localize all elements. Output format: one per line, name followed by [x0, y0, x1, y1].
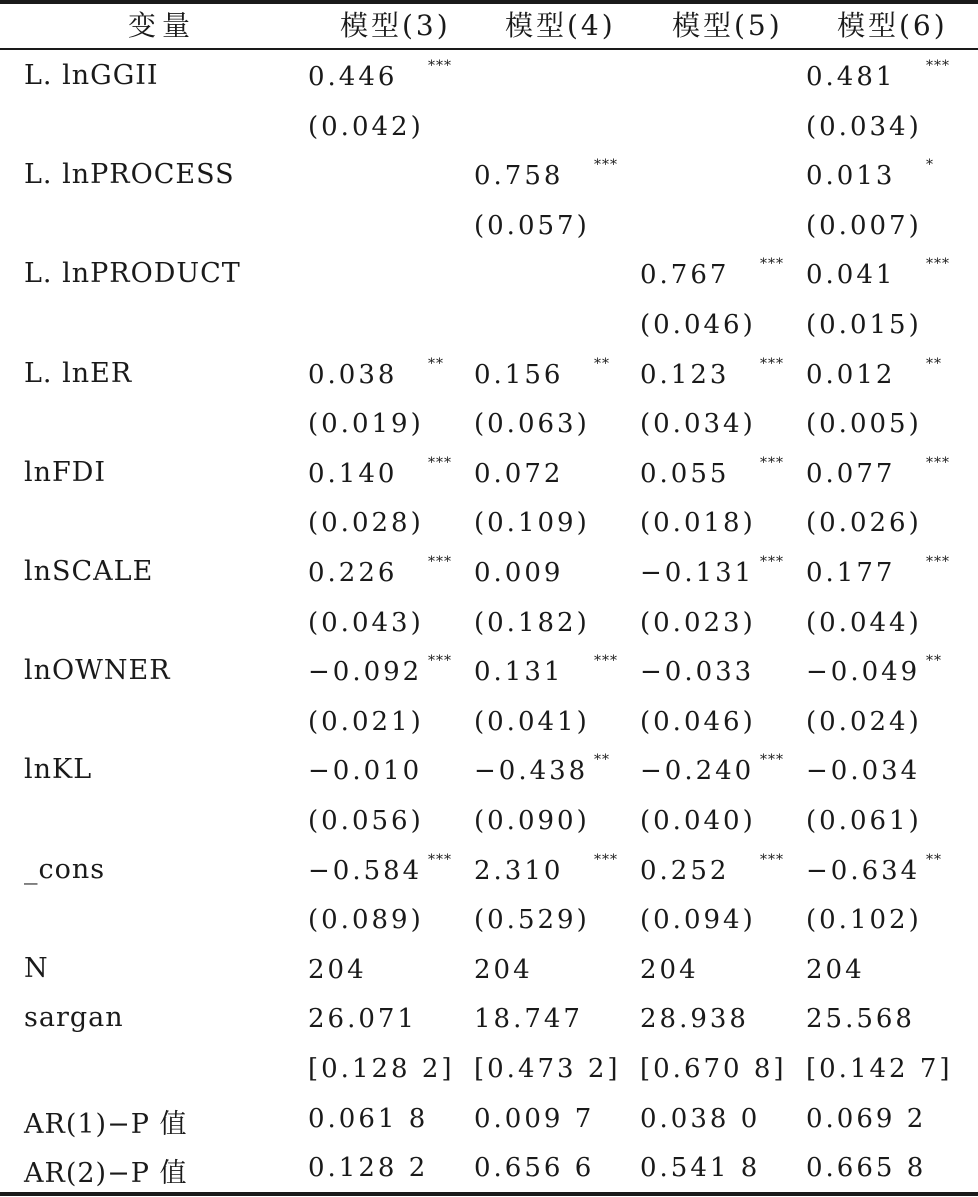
significance-stars: * — [926, 157, 934, 174]
cell-value: 0.077 — [806, 458, 896, 489]
row-label: N — [24, 952, 49, 984]
table-row — [0, 848, 978, 898]
cell-value: (0.007) — [806, 210, 922, 241]
cell-value: 0.128 2 — [308, 1153, 429, 1184]
cell-value: (0.044) — [806, 607, 922, 638]
cell-value: 28.938 — [640, 1004, 749, 1035]
cell-value: −0.634 — [806, 855, 921, 886]
cell-value: (0.094) — [640, 905, 756, 936]
significance-stars: *** — [594, 653, 618, 670]
significance-stars: ** — [926, 355, 942, 372]
table-row — [0, 203, 978, 253]
cell-value: (0.182) — [474, 607, 590, 638]
cell-value: 2.310 — [474, 855, 564, 886]
significance-stars: ** — [594, 752, 610, 769]
cell-value: −0.092 — [308, 657, 423, 688]
table-row — [0, 649, 978, 699]
cell-value: [0.128 2] — [308, 1054, 455, 1084]
cell-value: 0.656 6 — [474, 1153, 595, 1184]
cell-value: (0.043) — [308, 607, 424, 638]
significance-stars: *** — [926, 554, 950, 570]
cell-value: 204 — [640, 954, 699, 985]
table-row — [0, 897, 978, 947]
cell-value: (0.063) — [474, 409, 590, 440]
cell-value: −0.034 — [806, 756, 921, 787]
cell-value: (0.034) — [640, 409, 756, 440]
cell-value: (0.046) — [640, 706, 756, 737]
cell-value: −0.131 — [640, 558, 755, 588]
table-row — [0, 600, 978, 650]
cell-value: (0.019) — [308, 409, 424, 440]
cell-value: (0.021) — [308, 706, 424, 737]
table-row — [0, 401, 978, 451]
table-row — [0, 153, 978, 203]
significance-stars: ** — [926, 851, 942, 868]
significance-stars: *** — [428, 58, 452, 74]
table-row — [0, 1046, 978, 1096]
header-rule — [0, 48, 978, 50]
row-label: L. lnER — [24, 357, 133, 389]
cell-value: 0.131 — [474, 657, 564, 688]
table-row — [0, 996, 978, 1046]
cell-value: (0.090) — [474, 806, 590, 836]
significance-stars: *** — [428, 653, 452, 670]
cell-value: (0.102) — [806, 905, 922, 936]
cell-value: 0.069 2 — [806, 1103, 927, 1134]
cell-value: 0.541 8 — [640, 1153, 761, 1184]
cell-value: 0.055 — [640, 458, 730, 489]
cell-value: −0.438 — [474, 756, 589, 787]
significance-stars: *** — [760, 256, 784, 273]
cell-value: 0.012 — [806, 359, 896, 390]
table-row — [0, 500, 978, 550]
cell-value: −0.049 — [806, 657, 921, 688]
cell-value: 0.665 8 — [806, 1153, 927, 1184]
table-row — [0, 352, 978, 402]
row-label: L. lnPRODUCT — [24, 258, 241, 290]
cell-value: (0.057) — [474, 210, 590, 241]
cell-value: (0.023) — [640, 607, 756, 638]
row-label: _cons — [24, 853, 106, 885]
cell-value: 0.013 — [806, 161, 896, 192]
significance-stars: *** — [428, 851, 452, 868]
cell-value: (0.034) — [806, 111, 922, 142]
cell-value: 18.747 — [474, 1004, 583, 1035]
row-label: sargan — [24, 1002, 124, 1034]
row-label: lnOWNER — [24, 655, 171, 687]
cell-value: 0.446 — [308, 62, 398, 92]
table-row — [0, 54, 978, 104]
bottom-rule — [0, 1192, 978, 1196]
cell-value: 0.481 — [806, 62, 896, 92]
cell-value: (0.061) — [806, 806, 922, 836]
cell-value: (0.046) — [640, 310, 756, 340]
row-label: lnKL — [24, 754, 93, 786]
cell-value: 25.568 — [806, 1004, 915, 1035]
significance-stars: *** — [760, 851, 784, 868]
significance-stars: *** — [428, 454, 452, 471]
row-label: lnFDI — [24, 456, 107, 488]
row-label: L. lnGGII — [24, 60, 159, 91]
top-rule — [0, 0, 978, 4]
cell-value: (0.041) — [474, 706, 590, 737]
cell-value: (0.056) — [308, 806, 424, 836]
cell-value: (0.015) — [806, 310, 922, 340]
cell-value: (0.040) — [640, 806, 756, 836]
cell-value: (0.018) — [640, 508, 756, 539]
significance-stars: *** — [594, 851, 618, 868]
header-model-5: 模型(5) — [672, 9, 783, 42]
table-row — [0, 748, 978, 798]
cell-value: 0.156 — [474, 359, 564, 390]
header-variable: 变量 — [128, 9, 197, 42]
table-row — [0, 699, 978, 749]
row-label: AR(1)−P 值 — [24, 1108, 188, 1140]
cell-value: (0.109) — [474, 508, 590, 539]
cell-value: 0.252 — [640, 855, 730, 886]
cell-value: 0.226 — [308, 558, 398, 588]
cell-value: 204 — [308, 954, 367, 985]
table-row — [0, 1096, 978, 1146]
significance-stars: ** — [428, 355, 444, 372]
row-label: lnSCALE — [24, 556, 154, 587]
header-model-4: 模型(4) — [505, 9, 616, 42]
cell-value: (0.005) — [806, 409, 922, 440]
cell-value: [0.142 7] — [806, 1054, 953, 1084]
cell-value: 0.061 8 — [308, 1103, 429, 1134]
cell-value: −0.240 — [640, 756, 755, 787]
significance-stars: *** — [926, 58, 950, 74]
cell-value: 0.758 — [474, 161, 564, 192]
significance-stars: *** — [760, 554, 784, 570]
cell-value: 0.041 — [806, 260, 896, 291]
cell-value: 0.009 7 — [474, 1103, 595, 1134]
cell-value: 0.177 — [806, 558, 896, 588]
cell-value: (0.026) — [806, 508, 922, 539]
cell-value: 0.009 — [474, 558, 564, 588]
significance-stars: *** — [760, 752, 784, 769]
cell-value: −0.033 — [640, 657, 755, 688]
table-row — [0, 798, 978, 848]
header-model-6: 模型(6) — [837, 9, 948, 42]
cell-value: −0.584 — [308, 855, 423, 886]
table-row — [0, 947, 978, 997]
cell-value: 0.140 — [308, 458, 398, 489]
cell-value: [0.670 8] — [640, 1054, 787, 1084]
significance-stars: ** — [926, 653, 942, 670]
cell-value: (0.529) — [474, 905, 590, 936]
cell-value: −0.010 — [308, 756, 423, 787]
cell-value: 0.038 — [308, 359, 398, 390]
table-row — [0, 451, 978, 501]
table-row — [0, 1145, 978, 1195]
significance-stars: *** — [926, 454, 950, 471]
table-row — [0, 550, 978, 600]
cell-value: (0.089) — [308, 905, 424, 936]
cell-value: 204 — [474, 954, 533, 985]
header-model-3: 模型(3) — [340, 9, 451, 42]
significance-stars: *** — [926, 256, 950, 273]
cell-value: 0.038 0 — [640, 1103, 761, 1134]
row-label: L. lnPROCESS — [24, 159, 235, 191]
cell-value: 26.071 — [308, 1004, 417, 1035]
row-label: AR(2)−P 值 — [24, 1158, 188, 1190]
cell-value: 0.767 — [640, 260, 730, 291]
significance-stars: *** — [594, 157, 618, 174]
significance-stars: *** — [760, 355, 784, 372]
cell-value: 0.072 — [474, 458, 564, 489]
cell-value: (0.042) — [308, 111, 424, 142]
significance-stars: *** — [760, 454, 784, 471]
table-row — [0, 104, 978, 154]
significance-stars: ** — [594, 355, 610, 372]
significance-stars: *** — [428, 554, 452, 570]
table-row — [0, 252, 978, 302]
cell-value: (0.024) — [806, 706, 922, 737]
cell-value: [0.473 2] — [474, 1054, 621, 1084]
cell-value: (0.028) — [308, 508, 424, 539]
table-row — [0, 302, 978, 352]
cell-value: 0.123 — [640, 359, 730, 390]
cell-value: 204 — [806, 954, 865, 985]
